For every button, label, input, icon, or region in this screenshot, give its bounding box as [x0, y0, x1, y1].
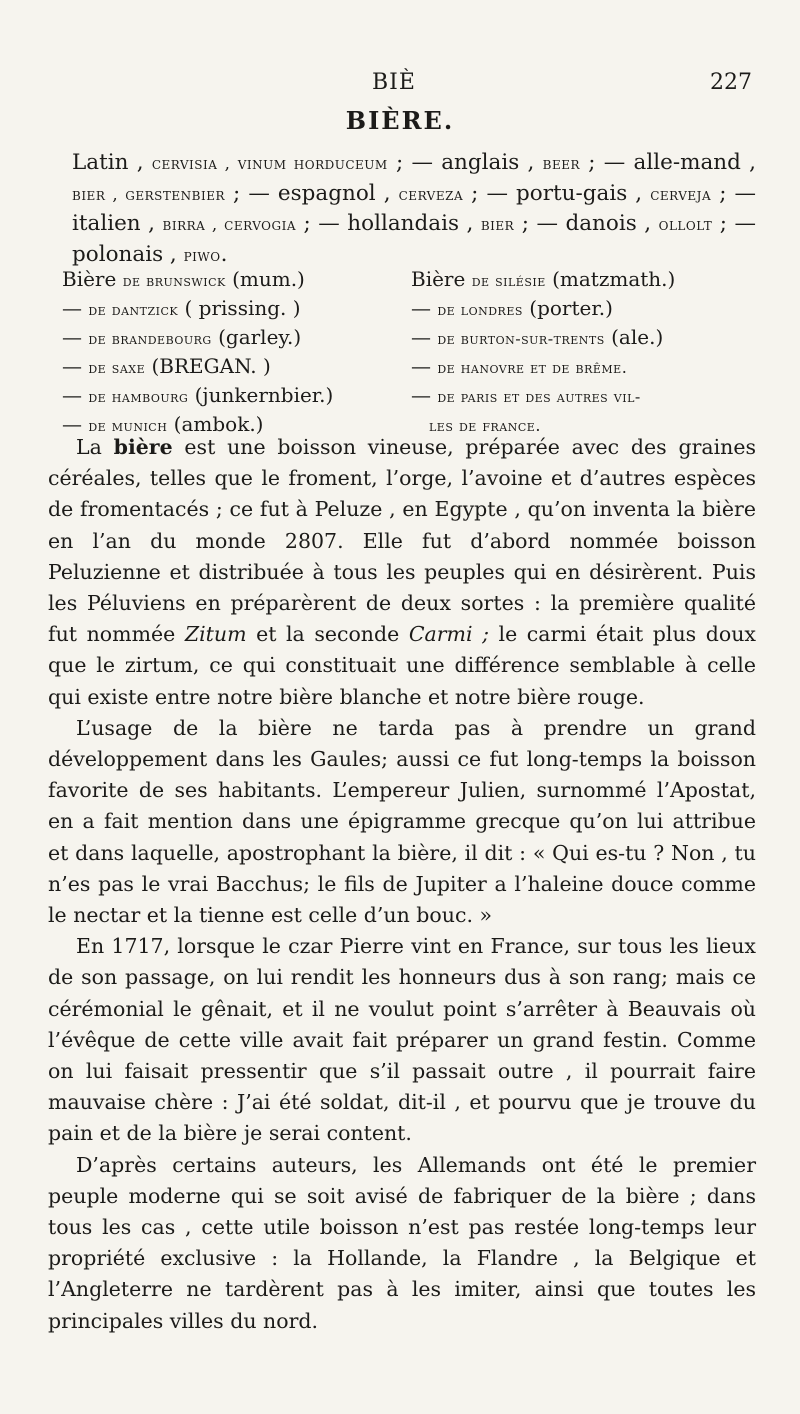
paragraph-text: et la seconde: [246, 622, 409, 647]
variety-name: les de france.: [429, 415, 541, 435]
variety-prefix: —: [411, 382, 438, 407]
variety-name: de londres: [437, 299, 523, 319]
running-title: BIÈ: [372, 70, 416, 95]
variety-name: de brandebourg: [88, 328, 212, 348]
variety-prefix: Bière: [411, 266, 472, 291]
separator: ; — hollandais ,: [296, 211, 481, 236]
headword: bière: [113, 435, 173, 459]
variety-row: [62, 293, 758, 322]
separator: ; — espagnol ,: [225, 180, 399, 206]
variety-prefix: —: [62, 411, 89, 436]
article-body: [48, 432, 756, 1337]
variety-name: de silésie: [471, 270, 546, 290]
variety-prefix: —: [411, 295, 438, 320]
italic-term: Zitum: [184, 622, 247, 647]
variety-term: (BREGAN. ): [145, 353, 271, 378]
paragraph-text: est une boisson vineuse, préparée avec des graines céréales, telles que le froment, l’orge, l’avoine et d’autres espèces de fromentacés ; ce fut à Peluze , en Egypte , qu’on inventa la bière en l’an du monde 2807. Elle fut d’abord nommée boisson Peluzienne et distribuée à tous les peuples qui en désirèrent. Puis les Péluviens en préparèrent de deux sortes : la première qualité fut nommée: [48, 435, 756, 647]
variety-right: [409, 296, 758, 320]
variety-prefix: —: [62, 324, 89, 349]
english-name: beer: [542, 153, 581, 173]
variety-name: de burton-sur-trents: [437, 328, 605, 348]
varieties-list: [62, 264, 758, 438]
variety-term: ( prissing. ): [178, 295, 301, 320]
variety-term: (ale.): [604, 324, 664, 349]
variety-name: de dantzick: [88, 299, 179, 319]
paragraph-2: L’usage de la bière ne tarda pas à prendre un grand développement dans les Gaules; aussi ce fut long-temps la boisson favorite de ses habitants. L’empereur Julien, surnommé l’Apostat, en a fait mention dans une épigramme grecque qu’on lui attribue et dans laquelle, apostrophant la bière, il dit : « Qui es-tu ? Non , tu n’es pas le vrai Bacchus; le fils de Jupiter a l’haleine douce comme le nectar et la tienne est celle d’un bouc. »: [48, 715, 756, 928]
variety-left: [62, 296, 409, 320]
variety-right: [409, 383, 758, 407]
variety-right: [409, 325, 758, 349]
variety-term: (matzmath.): [545, 266, 676, 291]
variety-prefix: —: [62, 353, 89, 378]
variety-name: de brunswick: [122, 270, 226, 290]
entry-title: BIÈRE.: [345, 106, 455, 135]
variety-prefix: —: [411, 324, 438, 349]
danish-name: ollolt: [658, 214, 713, 234]
separator: ; — alle-mand ,: [580, 150, 757, 175]
variety-left: [62, 267, 409, 291]
variety-term: (junkernbier.): [188, 382, 334, 407]
latin-names: cervisia , vinum horduceum: [151, 153, 388, 173]
variety-right: [409, 267, 758, 291]
separator: ; — portu-gais ,: [463, 180, 651, 206]
variety-left: [62, 325, 409, 349]
names-text: Latin ,: [72, 150, 152, 175]
paragraph-text: La: [76, 435, 114, 459]
running-head: [0, 70, 800, 100]
dutch-name: bier: [480, 214, 515, 234]
variety-prefix: —: [62, 295, 89, 320]
spanish-name: cerveza: [398, 183, 464, 204]
variety-name: de saxe: [88, 357, 146, 377]
separator: ; — italien ,: [72, 180, 756, 236]
variety-prefix: —: [411, 353, 438, 378]
variety-name: de hanovre et de brême.: [437, 357, 628, 377]
variety-row: [62, 322, 758, 351]
variety-prefix: Bière: [62, 266, 123, 291]
paragraph-text: le carmi était plus doux que le zirtum, ce qui constituait une différence semblable à celle qui existe entre notre bière blanche et notre bière rouge.: [48, 622, 756, 709]
variety-row: [62, 351, 758, 380]
paragraph-3: En 1717, lorsque le czar Pierre vint en France, sur tous les lieux de son passage, on lui rendit les honneurs dus à son rang; mais ce cérémonial le gênait, et il ne voulut point s’arrêter à Beauvais où l’évêque de cette ville avait fait préparer un grand festin. Comme on lui faisait pressentir que s’il passait outre , il pourrait faire mauvaise chère : J’ai été soldat, dit-il , et pourvu que je trouve du pain et de la bière je serai content.: [48, 934, 756, 1146]
variety-term: (garley.): [211, 324, 302, 349]
variety-term: (porter.): [522, 295, 613, 320]
paragraph-1: [48, 432, 756, 713]
separator: ; — anglais ,: [387, 150, 543, 175]
variety-name: de hambourg: [88, 386, 189, 406]
german-names: bier , gerstenbier: [72, 183, 225, 204]
variety-term: (mum.): [225, 266, 305, 291]
variety-name: de munich: [88, 415, 168, 435]
separator: ; — danois ,: [514, 211, 659, 236]
polish-name: piwo: [183, 244, 221, 265]
variety-term: (ambok.): [167, 411, 264, 436]
variety-row: [62, 264, 758, 293]
italic-term: Carmi ;: [408, 622, 489, 647]
variety-right: [409, 354, 758, 378]
italian-names: birra , cervogia: [162, 214, 296, 234]
variety-left: [62, 354, 409, 378]
page-number: 227: [710, 70, 752, 95]
variety-prefix: —: [62, 382, 89, 407]
separator: .: [220, 241, 228, 267]
separator: ; — polonais ,: [72, 211, 756, 267]
variety-left: [62, 383, 409, 407]
variety-name: de paris et des autres vil-: [437, 386, 641, 406]
paragraph-4: D’après certains auteurs, les Allemands ont été le premier peuple moderne qui se soit avisé de fabriquer de la bière ; dans tous les cas , cette utile boisson n’est pas restée long-temps leur propriété exclusive : la Hollande, la Flandre , la Belgique et l’Angleterre ne tardèrent pas à les imiter, ainsi que toutes les principales villes du nord.: [48, 1152, 756, 1333]
variety-row: [62, 380, 758, 409]
translations-paragraph: [72, 148, 756, 270]
portuguese-name: cerveja: [650, 183, 712, 204]
